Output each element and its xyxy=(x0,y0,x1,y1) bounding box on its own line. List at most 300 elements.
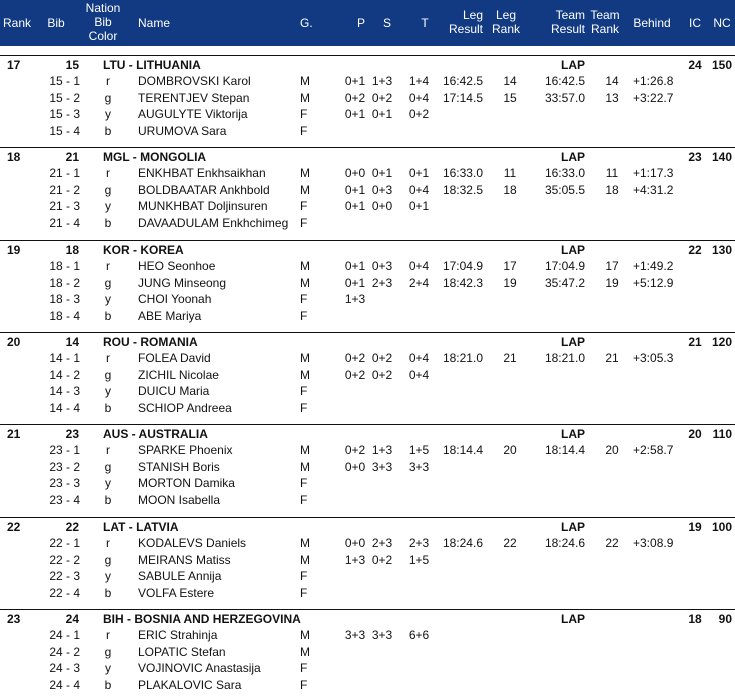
athlete-bib-color: r xyxy=(106,74,110,88)
team-nc: 140 xyxy=(711,150,732,164)
athlete-gender: F xyxy=(300,586,308,600)
athlete-standing: 0+2 xyxy=(371,368,393,382)
header-name: Name xyxy=(138,16,171,30)
team-divider xyxy=(0,332,735,333)
team-nation: BIH - BOSNIA AND HERZEGOVINA xyxy=(103,612,301,626)
athlete-total: 0+4 xyxy=(408,368,430,382)
athlete-team-result: 17:04.9 xyxy=(544,259,585,273)
team-rank: 20 xyxy=(7,335,21,349)
athlete-total: 1+5 xyxy=(408,553,430,567)
athlete-total: 2+4 xyxy=(408,276,430,290)
athlete-leg-result: 18:42.3 xyxy=(442,276,483,290)
athlete-name: CHOI Yoonah xyxy=(138,292,212,306)
athlete-team-result: 18:21.0 xyxy=(544,351,585,365)
athlete-gender: M xyxy=(300,166,310,180)
athlete-prone: 0+0 xyxy=(344,536,366,550)
athlete-behind: +2:58.7 xyxy=(633,443,674,457)
athlete-name: MEIRANS Matiss xyxy=(138,553,231,567)
athlete-bib-color: r xyxy=(106,443,110,457)
athlete-name: DAVAADULAM Enkhchimeg xyxy=(138,216,289,230)
team-ic: 21 xyxy=(688,335,702,349)
team-nation: LTU - LITHUANIA xyxy=(103,58,201,72)
header-leg-rank: Leg Rank xyxy=(491,8,521,36)
athlete-name: SCHIOP Andreea xyxy=(138,401,232,415)
athlete-gender: M xyxy=(300,443,310,457)
athlete-bib: 23 - 1 xyxy=(49,443,80,457)
athlete-gender: M xyxy=(300,351,310,365)
athlete-row xyxy=(0,106,735,122)
athlete-bib-color: y xyxy=(105,476,111,490)
athlete-name: ABE Mariya xyxy=(138,309,202,323)
athlete-bib-color: r xyxy=(106,536,110,550)
athlete-bib-color: y xyxy=(105,292,111,306)
athlete-bib-color: g xyxy=(104,276,112,290)
athlete-team-result: 16:42.5 xyxy=(544,74,585,88)
athlete-team-rank: 20 xyxy=(605,443,619,457)
athlete-bib: 18 - 1 xyxy=(49,259,80,273)
athlete-team-result: 35:05.5 xyxy=(544,183,585,197)
athlete-bib: 23 - 4 xyxy=(49,493,80,507)
athlete-gender: F xyxy=(300,569,308,583)
athlete-standing: 1+3 xyxy=(371,74,393,88)
athlete-team-result: 35:47.2 xyxy=(544,276,585,290)
athlete-gender: F xyxy=(300,292,308,306)
athlete-gender: F xyxy=(300,309,308,323)
athlete-name: HEO Seonhoe xyxy=(138,259,216,273)
athlete-row xyxy=(0,660,735,676)
athlete-behind: +1:17.3 xyxy=(633,166,674,180)
athlete-name: TERENTJEV Stepan xyxy=(138,91,250,105)
team-bib: 23 xyxy=(65,427,79,441)
athlete-team-rank: 21 xyxy=(605,351,619,365)
athlete-bib: 23 - 3 xyxy=(49,476,80,490)
athlete-row xyxy=(0,644,735,660)
team-divider xyxy=(0,55,735,56)
athlete-prone: 1+3 xyxy=(344,553,366,567)
athlete-row xyxy=(0,492,735,508)
team-rank: 18 xyxy=(7,150,21,164)
athlete-bib: 21 - 1 xyxy=(49,166,80,180)
athlete-behind: +3:08.9 xyxy=(633,536,674,550)
athlete-bib: 24 - 3 xyxy=(49,661,80,675)
header-prone: P xyxy=(356,16,366,30)
athlete-prone: 0+1 xyxy=(344,74,366,88)
athlete-leg-result: 18:14.4 xyxy=(442,443,483,457)
team-divider xyxy=(0,240,735,241)
team-rank: 21 xyxy=(7,427,21,441)
athlete-leg-rank: 18 xyxy=(503,183,517,197)
team-nc: 110 xyxy=(712,427,732,441)
athlete-gender: M xyxy=(300,536,310,550)
athlete-row xyxy=(0,73,735,89)
athlete-bib: 22 - 3 xyxy=(49,569,80,583)
table-header xyxy=(0,0,735,46)
team-nation: AUS - AUSTRALIA xyxy=(103,427,208,441)
athlete-bib: 14 - 2 xyxy=(49,368,80,382)
athlete-behind: +3:05.3 xyxy=(633,351,674,365)
athlete-bib-color: g xyxy=(104,91,112,105)
athlete-team-rank: 22 xyxy=(605,536,619,550)
team-rank: 23 xyxy=(7,612,21,626)
athlete-standing: 1+3 xyxy=(371,443,393,457)
team-ic: 18 xyxy=(688,612,702,626)
athlete-bib: 23 - 2 xyxy=(49,460,80,474)
athlete-team-rank: 14 xyxy=(605,74,619,88)
athlete-bib-color: y xyxy=(105,199,111,213)
team-row xyxy=(0,147,735,165)
athlete-gender: M xyxy=(300,553,310,567)
athlete-bib-color: r xyxy=(106,166,110,180)
athlete-row xyxy=(0,475,735,491)
athlete-row xyxy=(0,400,735,416)
athlete-row xyxy=(0,215,735,231)
team-rank: 19 xyxy=(7,243,21,257)
athlete-name: ENKHBAT Enkhsaikhan xyxy=(138,166,266,180)
athlete-leg-result: 18:24.6 xyxy=(442,536,483,550)
athlete-bib: 22 - 1 xyxy=(49,536,80,550)
team-status: LAP xyxy=(561,150,585,164)
athlete-prone: 0+2 xyxy=(344,443,366,457)
athlete-bib: 15 - 1 xyxy=(49,74,80,88)
athlete-gender: F xyxy=(300,661,308,675)
athlete-prone: 0+1 xyxy=(344,107,366,121)
team-rank: 17 xyxy=(7,58,21,72)
athlete-bib-color: y xyxy=(105,661,111,675)
team-status: LAP xyxy=(561,612,585,626)
athlete-gender: M xyxy=(300,259,310,273)
athlete-name: VOLFA Estere xyxy=(138,586,215,600)
athlete-prone: 1+3 xyxy=(344,292,366,306)
athlete-total: 0+4 xyxy=(408,91,430,105)
athlete-name: DOMBROVSKI Karol xyxy=(138,74,251,88)
header-rank: Rank xyxy=(3,16,32,30)
team-status: LAP xyxy=(561,243,585,257)
athlete-bib-color: r xyxy=(106,259,110,273)
athlete-name: SPARKE Phoenix xyxy=(138,443,233,457)
athlete-team-result: 18:14.4 xyxy=(544,443,585,457)
athlete-bib-color: b xyxy=(104,124,112,138)
athlete-standing: 0+2 xyxy=(371,351,393,365)
athlete-gender: F xyxy=(300,493,308,507)
team-status: LAP xyxy=(561,427,585,441)
team-divider xyxy=(0,424,735,425)
header-behind: Behind xyxy=(633,16,671,30)
athlete-total: 0+1 xyxy=(408,166,430,180)
athlete-name: ZICHIL Nicolae xyxy=(138,368,219,382)
athlete-row xyxy=(0,275,735,291)
athlete-bib-color: y xyxy=(105,569,111,583)
athlete-standing: 0+1 xyxy=(371,166,393,180)
team-divider xyxy=(0,517,735,518)
athlete-bib-color: b xyxy=(104,309,112,323)
athlete-row xyxy=(0,442,735,458)
athlete-gender: M xyxy=(300,645,310,659)
athlete-gender: M xyxy=(300,628,310,642)
athlete-name: MOON Isabella xyxy=(138,493,221,507)
athlete-team-result: 18:24.6 xyxy=(544,536,585,550)
athlete-leg-rank: 14 xyxy=(503,74,517,88)
header-nc: NC xyxy=(713,16,731,30)
athlete-bib-color: b xyxy=(104,401,112,415)
athlete-total: 0+4 xyxy=(408,259,430,273)
athlete-bib: 14 - 1 xyxy=(49,351,80,365)
athlete-prone: 0+2 xyxy=(344,368,366,382)
athlete-team-rank: 13 xyxy=(605,91,619,105)
athlete-name: LOPATIC Stefan xyxy=(138,645,226,659)
team-bib: 22 xyxy=(65,520,79,534)
athlete-row xyxy=(0,258,735,274)
athlete-name: AUGULYTE Viktorija xyxy=(138,107,248,121)
athlete-standing: 0+0 xyxy=(371,199,393,213)
athlete-team-rank: 17 xyxy=(605,259,619,273)
team-ic: 20 xyxy=(688,427,702,441)
team-nc: 130 xyxy=(711,243,732,257)
athlete-bib: 24 - 4 xyxy=(49,678,80,692)
athlete-standing: 0+1 xyxy=(371,107,393,121)
header-bib: Bib xyxy=(47,16,65,30)
team-ic: 19 xyxy=(688,520,702,534)
athlete-bib: 18 - 4 xyxy=(49,309,80,323)
athlete-gender: M xyxy=(300,460,310,474)
athlete-team-result: 33:57.0 xyxy=(544,91,585,105)
athlete-gender: F xyxy=(300,216,308,230)
athlete-prone: 3+3 xyxy=(344,628,366,642)
athlete-row xyxy=(0,627,735,643)
athlete-total: 2+3 xyxy=(408,536,430,550)
team-nc: 90 xyxy=(718,612,732,626)
athlete-bib-color: g xyxy=(104,460,112,474)
team-row xyxy=(0,332,735,350)
athlete-bib: 24 - 1 xyxy=(49,628,80,642)
athlete-bib: 21 - 2 xyxy=(49,183,80,197)
athlete-total: 0+4 xyxy=(408,183,430,197)
athlete-behind: +5:12.9 xyxy=(633,276,674,290)
team-bib: 21 xyxy=(65,150,79,164)
athlete-total: 0+4 xyxy=(408,351,430,365)
athlete-name: MORTON Damika xyxy=(138,476,235,490)
athlete-standing: 2+3 xyxy=(371,536,393,550)
athlete-gender: M xyxy=(300,276,310,290)
athlete-bib-color: g xyxy=(104,553,112,567)
athlete-bib-color: g xyxy=(104,183,112,197)
athlete-behind: +1:49.2 xyxy=(633,259,674,273)
athlete-name: VOJINOVIC Anastasija xyxy=(138,661,261,675)
athlete-gender: M xyxy=(300,74,310,88)
athlete-name: URUMOVA Sara xyxy=(138,124,227,138)
athlete-bib: 15 - 2 xyxy=(49,91,80,105)
athlete-gender: M xyxy=(300,368,310,382)
athlete-gender: F xyxy=(300,199,308,213)
header-nation-bib-color: Nation Bib Color xyxy=(85,1,121,43)
header-standing: S xyxy=(382,16,392,30)
athlete-bib: 18 - 3 xyxy=(49,292,80,306)
team-status: LAP xyxy=(561,520,585,534)
athlete-row xyxy=(0,459,735,475)
athlete-row xyxy=(0,383,735,399)
athlete-total: 3+3 xyxy=(408,460,430,474)
athlete-leg-rank: 11 xyxy=(503,166,517,180)
athlete-prone: 0+1 xyxy=(344,276,366,290)
athlete-leg-rank: 21 xyxy=(503,351,517,365)
athlete-bib-color: r xyxy=(106,351,110,365)
athlete-team-rank: 18 xyxy=(605,183,619,197)
athlete-prone: 0+1 xyxy=(344,259,366,273)
athlete-row xyxy=(0,165,735,181)
athlete-bib: 14 - 4 xyxy=(49,401,80,415)
team-row xyxy=(0,609,735,627)
athlete-team-rank: 19 xyxy=(605,276,619,290)
athlete-bib-color: b xyxy=(104,216,112,230)
team-nc: 100 xyxy=(711,520,732,534)
athlete-name: PLAKALOVIC Sara xyxy=(138,678,242,692)
athlete-behind: +4:31.2 xyxy=(633,183,674,197)
athlete-name: FOLEA David xyxy=(138,351,211,365)
athlete-bib-color: b xyxy=(104,493,112,507)
athlete-gender: F xyxy=(300,401,308,415)
athlete-prone: 0+1 xyxy=(344,199,366,213)
athlete-leg-result: 16:33.0 xyxy=(442,166,483,180)
athlete-row xyxy=(0,585,735,601)
athlete-name: MUNKHBAT Doljinsuren xyxy=(138,199,268,213)
athlete-total: 1+4 xyxy=(408,74,430,88)
team-status: LAP xyxy=(561,335,585,349)
athlete-row xyxy=(0,677,735,693)
athlete-bib-color: y xyxy=(105,384,111,398)
athlete-row xyxy=(0,552,735,568)
athlete-bib-color: g xyxy=(104,368,112,382)
athlete-behind: +1:26.8 xyxy=(633,74,674,88)
header-team-rank: Team Rank xyxy=(590,8,620,36)
athlete-name: BOLDBAATAR Ankhbold xyxy=(138,183,270,197)
athlete-bib: 22 - 4 xyxy=(49,586,80,600)
athlete-row xyxy=(0,350,735,366)
athlete-leg-rank: 19 xyxy=(503,276,517,290)
athlete-row xyxy=(0,367,735,383)
header-team-result: Team Result xyxy=(550,8,585,36)
header-total: T xyxy=(421,16,429,30)
athlete-team-rank: 11 xyxy=(605,166,619,180)
team-ic: 22 xyxy=(688,243,702,257)
athlete-bib: 21 - 4 xyxy=(49,216,80,230)
team-nation: MGL - MONGOLIA xyxy=(103,150,207,164)
athlete-gender: F xyxy=(300,124,308,138)
athlete-standing: 0+3 xyxy=(371,259,393,273)
athlete-gender: F xyxy=(300,678,308,692)
athlete-prone: 0+1 xyxy=(344,183,366,197)
athlete-total: 0+2 xyxy=(408,107,430,121)
team-nation: ROU - ROMANIA xyxy=(103,335,198,349)
team-bib: 14 xyxy=(65,335,79,349)
athlete-name: SABULE Annija xyxy=(138,569,222,583)
team-row xyxy=(0,55,735,73)
athlete-name: DUICU Maria xyxy=(138,384,210,398)
athlete-gender: F xyxy=(300,384,308,398)
athlete-total: 0+1 xyxy=(408,199,430,213)
athlete-row xyxy=(0,123,735,139)
athlete-bib: 24 - 2 xyxy=(49,645,80,659)
athlete-standing: 0+2 xyxy=(371,91,393,105)
athlete-team-result: 16:33.0 xyxy=(544,166,585,180)
athlete-prone: 0+0 xyxy=(344,460,366,474)
athlete-leg-result: 17:14.5 xyxy=(442,91,483,105)
athlete-prone: 0+0 xyxy=(344,166,366,180)
team-nation: KOR - KOREA xyxy=(103,243,184,257)
team-row xyxy=(0,517,735,535)
team-nation: LAT - LATVIA xyxy=(103,520,179,534)
athlete-prone: 0+2 xyxy=(344,91,366,105)
athlete-standing: 2+3 xyxy=(371,276,393,290)
athlete-bib: 15 - 4 xyxy=(49,124,80,138)
athlete-standing: 0+2 xyxy=(371,553,393,567)
athlete-bib-color: b xyxy=(104,586,112,600)
athlete-row xyxy=(0,182,735,198)
team-divider xyxy=(0,609,735,610)
athlete-bib-color: r xyxy=(106,628,110,642)
athlete-name: STANISH Boris xyxy=(138,460,220,474)
athlete-leg-result: 17:04.9 xyxy=(442,259,483,273)
team-ic: 24 xyxy=(688,58,702,72)
athlete-row xyxy=(0,198,735,214)
team-nc: 120 xyxy=(711,335,732,349)
athlete-leg-rank: 20 xyxy=(503,443,517,457)
athlete-bib-color: g xyxy=(104,645,112,659)
athlete-total: 1+5 xyxy=(408,443,430,457)
athlete-bib: 15 - 3 xyxy=(49,107,80,121)
team-rank: 22 xyxy=(7,520,21,534)
athlete-row xyxy=(0,308,735,324)
athlete-standing: 0+3 xyxy=(371,183,393,197)
athlete-leg-rank: 22 xyxy=(503,536,517,550)
athlete-bib: 14 - 3 xyxy=(49,384,80,398)
athlete-row xyxy=(0,291,735,307)
header-ic: IC xyxy=(689,16,701,30)
athlete-bib-color: b xyxy=(104,678,112,692)
athlete-gender: F xyxy=(300,476,308,490)
team-bib: 24 xyxy=(65,612,79,626)
athlete-leg-result: 16:42.5 xyxy=(442,74,483,88)
athlete-leg-rank: 15 xyxy=(503,91,517,105)
athlete-gender: F xyxy=(300,107,308,121)
team-bib: 15 xyxy=(65,58,79,72)
athlete-leg-result: 18:32.5 xyxy=(442,183,483,197)
athlete-row xyxy=(0,535,735,551)
athlete-row xyxy=(0,568,735,584)
athlete-bib: 18 - 2 xyxy=(49,276,80,290)
team-bib: 18 xyxy=(65,243,79,257)
header-gender: G. xyxy=(300,16,313,30)
athlete-behind: +3:22.7 xyxy=(633,91,674,105)
athlete-bib: 22 - 2 xyxy=(49,553,80,567)
athlete-bib-color: y xyxy=(105,107,111,121)
athlete-total: 6+6 xyxy=(408,628,430,642)
team-divider xyxy=(0,147,735,148)
athlete-standing: 3+3 xyxy=(371,628,393,642)
athlete-gender: M xyxy=(300,183,310,197)
team-ic: 23 xyxy=(688,150,702,164)
athlete-standing: 3+3 xyxy=(371,460,393,474)
team-nc: 150 xyxy=(711,58,732,72)
team-row xyxy=(0,240,735,258)
team-row xyxy=(0,424,735,442)
header-leg-result: Leg Result xyxy=(448,8,483,36)
athlete-name: JUNG Minseong xyxy=(138,276,227,290)
athlete-row xyxy=(0,90,735,106)
athlete-leg-result: 18:21.0 xyxy=(442,351,483,365)
athlete-leg-rank: 17 xyxy=(503,259,517,273)
athlete-prone: 0+2 xyxy=(344,351,366,365)
team-status: LAP xyxy=(561,58,585,72)
athlete-name: ERIC Strahinja xyxy=(138,628,218,642)
